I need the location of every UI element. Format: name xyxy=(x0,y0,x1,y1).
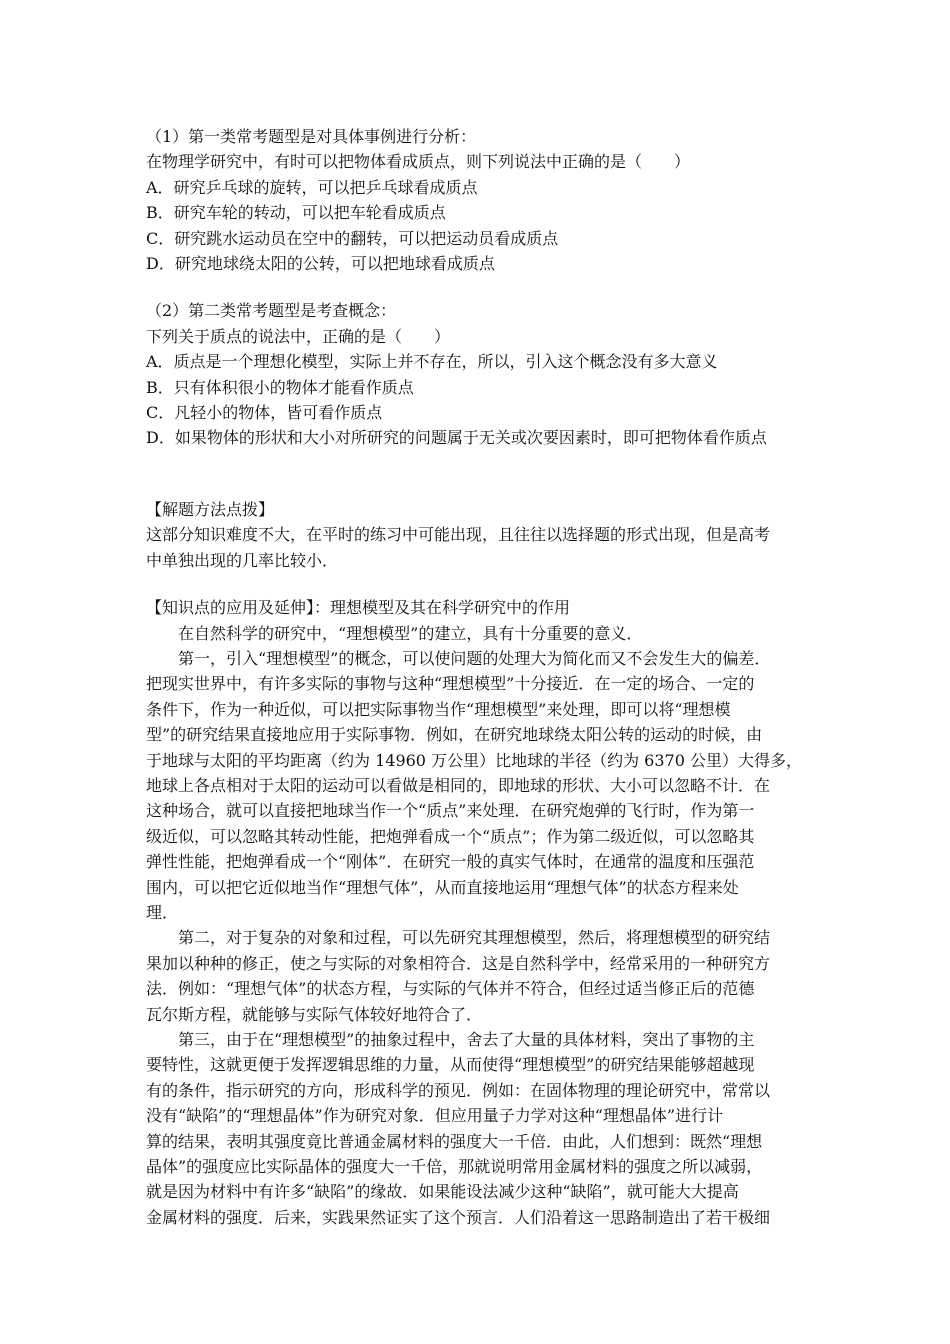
extension-line: 级近似，可以忽略其转动性能，把炮弹看成一个“质点”；作为第二级近似，可以忽略其 xyxy=(146,826,755,846)
section1-option-c: C．研究跳水运动员在空中的翻转，可以把运动员看成质点 xyxy=(146,228,559,248)
extension-line: 果加以种种的修正，使之与实际的对象相符合．这是自然科学中，经常采用的一种研究方 xyxy=(146,953,771,973)
extension-line: 弹性性能，把炮弹看成一个“刚体”．在研究一般的真实气体时，在通常的温度和压强范 xyxy=(146,852,755,872)
section1-option-d: D．研究地球绕太阳的公转，可以把地球看成质点 xyxy=(146,254,495,274)
section2-option-a: A．质点是一个理想化模型，实际上并不存在，所以，引入这个概念没有多大意义 xyxy=(146,352,718,372)
section2-option-b: B．只有体积很小的物体才能看作质点 xyxy=(146,377,414,397)
extension-line: 第二，对于复杂的对象和过程，可以先研究其理想模型，然后，将理想模型的研究结 xyxy=(178,928,771,948)
section1-option-a: A．研究乒乓球的旋转，可以把乒乓球看成质点 xyxy=(146,177,478,197)
section1-option-b: B．研究车轮的转动，可以把车轮看成质点 xyxy=(146,203,446,223)
section2-heading: （2）第二类常考题型是考查概念： xyxy=(146,301,397,321)
extension-line: 围内，可以把它近似地当作“理想气体”，从而直接地运用“理想气体”的状态方程来处 xyxy=(146,877,739,897)
extension-heading xyxy=(146,595,816,620)
extension-heading-rest: ：理想模型及其在科学研究中的作用 xyxy=(314,598,571,618)
section1-question: 在物理学研究中，有时可以把物体看成质点，则下列说法中正确的是（ ） xyxy=(146,152,691,172)
extension-line: 金属材料的强度．后来，实践果然证实了这个预言．人们沿着这一思路制造出了若干极细 xyxy=(146,1207,771,1227)
method-line-1: 这部分知识难度不大，在平时的练习中可能出现，且往往以选择题的形式出现，但是高考 xyxy=(146,525,771,545)
extension-line: 没有“缺陷”的“理想晶体”作为研究对象．但应用量子力学对这种“理想晶体”进行计 xyxy=(146,1106,724,1126)
extension-line: 地球上各点相对于太阳的运动可以看做是相同的，即地球的形状、大小可以忽略不计．在 xyxy=(146,775,771,795)
document-page xyxy=(146,124,816,1230)
extension-line: 晶体”的强度应比实际晶体的强度大一千倍，那就说明常用金属材料的强度之所以减弱， xyxy=(146,1157,763,1177)
extension-line: 条件下，作为一种近似，可以把实际事物当作“理想模型”来处理，即可以将“理想模 xyxy=(146,699,731,719)
section2-option-d: D．如果物体的形状和大小对所研究的问题属于无关或次要因素时，即可把物体看作质点 xyxy=(146,428,767,448)
extension-line: 理． xyxy=(146,902,179,922)
extension-line: 有的条件，指示研究的方向，形成科学的预见．例如：在固体物理的理论研究中，常常以 xyxy=(146,1080,771,1100)
extension-line: 就是因为材料中有许多“缺陷”的缘故．如果能设法减少这种“缺陷”，就可能大大提高 xyxy=(146,1182,739,1202)
extension-line: 法．例如：“理想气体”的状态方程，与实际的气体并不符合，但经过适当修正后的范德 xyxy=(146,979,755,999)
section2-question: 下列关于质点的说法中，正确的是（ ） xyxy=(146,326,451,346)
extension-line: 于地球与太阳的平均距离（约为 14960 万公里）比地球的半径（约为 6370 公里）大得多， xyxy=(146,750,802,770)
extension-line: 瓦尔斯方程，就能够与实际气体较好地符合了． xyxy=(146,1004,483,1024)
extension-line: 在自然科学的研究中，“理想模型”的建立，具有十分重要的意义． xyxy=(178,623,643,643)
extension-line: 型”的研究结果直接地应用于实际事物．例如，在研究地球绕太阳公转的运动的时候，由 xyxy=(146,725,763,745)
extension-line: 这种场合，就可以直接把地球当作一个“质点”来处理．在研究炮弹的飞行时，作为第一 xyxy=(146,801,755,821)
method-heading: 【解题方法点拨】 xyxy=(146,499,275,519)
section1-heading: （1）第一类常考题型是对具体事例进行分析： xyxy=(146,127,477,146)
extension-line: 算的结果，表明其强度竟比普通金属材料的强度大一千倍．由此，人们想到：既然“理想 xyxy=(146,1131,763,1151)
extension-line: 把现实世界中，有许多实际的事物与这种“理想模型”十分接近．在一定的场合、一定的 xyxy=(146,674,755,694)
extension-line: 第一，引入“理想模型”的概念，可以使问题的处理大为简化而又不会发生大的偏差． xyxy=(178,648,771,668)
extension-line: 要特性，这就更便于发挥逻辑思维的力量，从而使得“理想模型”的研究结果能够超越现 xyxy=(146,1055,755,1075)
extension-line: 第三，由于在“理想模型”的抽象过程中，舍去了大量的具体材料，突出了事物的主 xyxy=(178,1030,755,1049)
extension-heading-bracket: 【知识点的应用及延伸】 xyxy=(146,598,315,618)
section2-option-c: C．凡轻小的物体，皆可看作质点 xyxy=(146,403,383,423)
method-line-2: 中单独出现的几率比较小． xyxy=(146,550,339,570)
